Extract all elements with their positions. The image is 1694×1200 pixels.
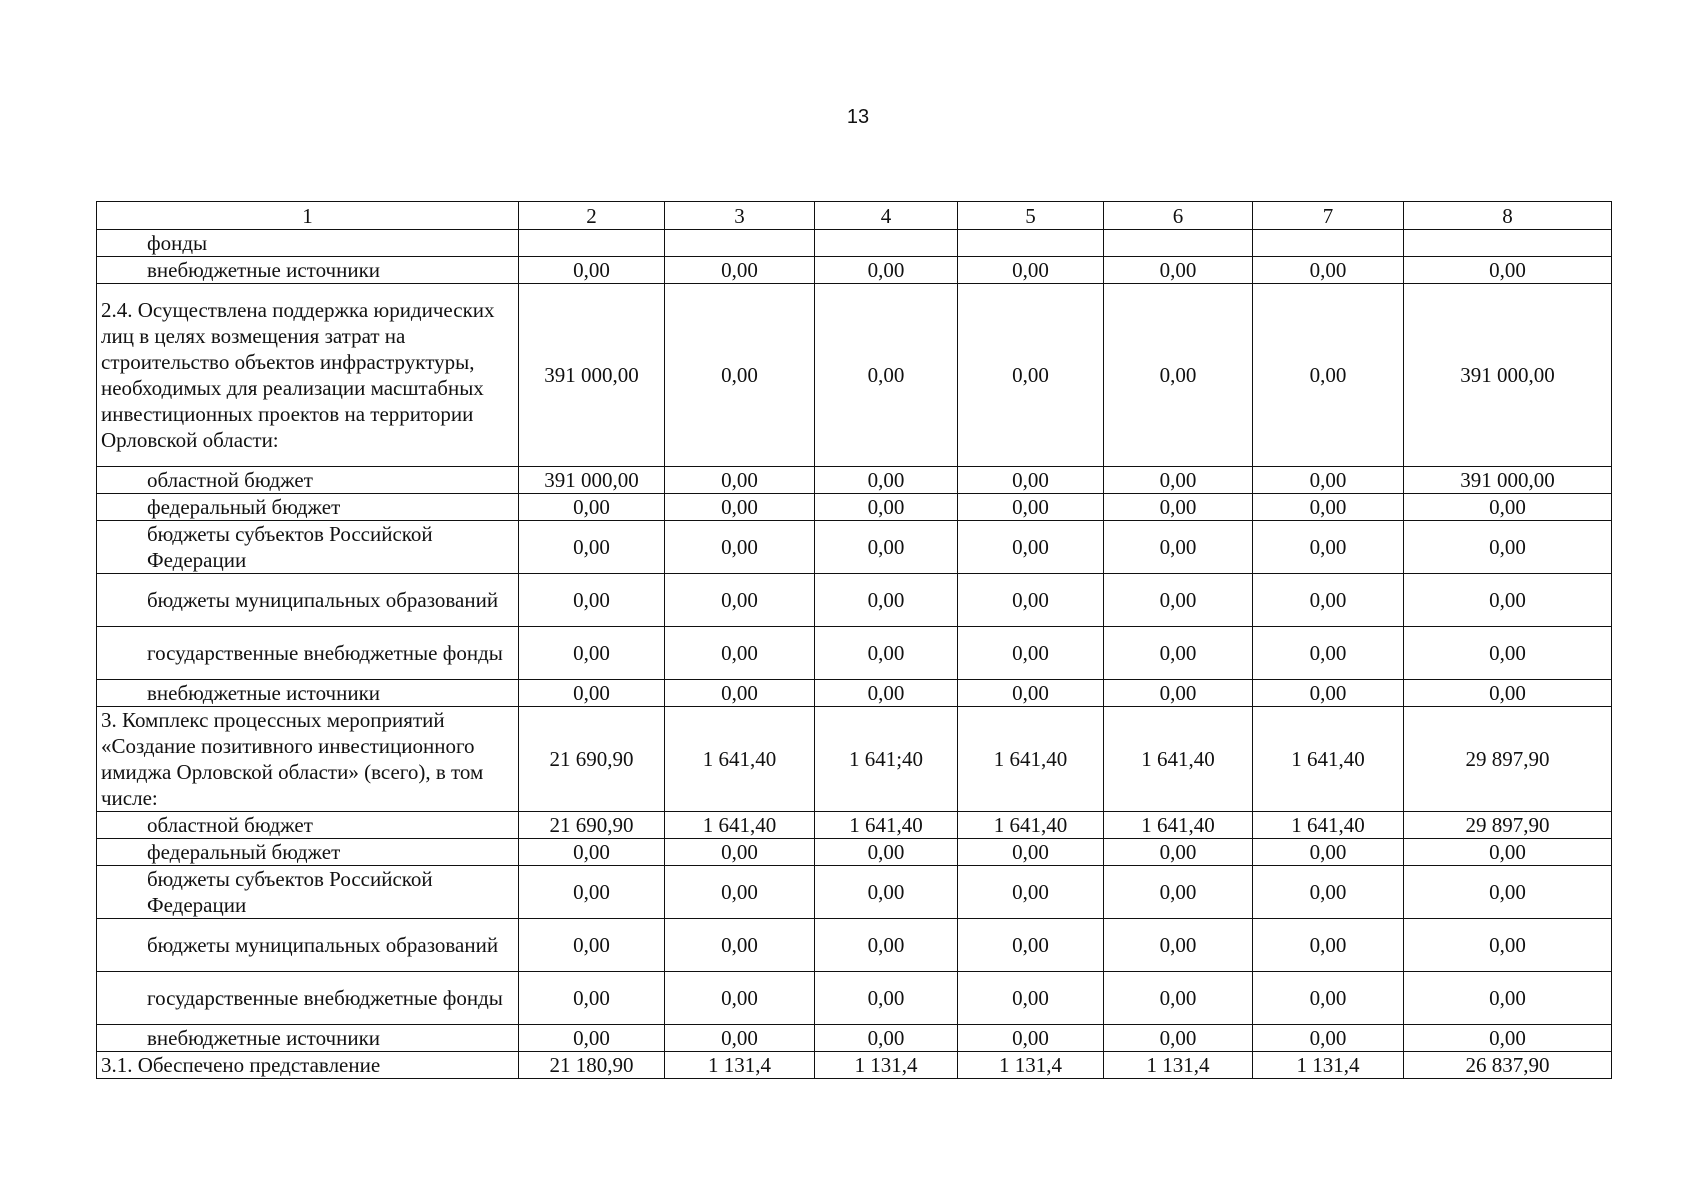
value-cell: 0,00: [1104, 257, 1253, 284]
value-cell: 0,00: [519, 574, 665, 627]
value-cell: 0,00: [1104, 627, 1253, 680]
value-cell: [958, 230, 1104, 257]
value-cell: 0,00: [815, 521, 958, 574]
value-cell: 0,00: [519, 494, 665, 521]
value-cell: 0,00: [1404, 521, 1612, 574]
value-cell: [815, 230, 958, 257]
value-cell: 0,00: [1253, 839, 1404, 866]
value-cell: 0,00: [958, 839, 1104, 866]
value-cell: 1 131,4: [1104, 1052, 1253, 1079]
value-cell: 0,00: [815, 919, 958, 972]
value-cell: 0,00: [815, 972, 958, 1025]
row-label: бюджеты субъектов Российской Федерации: [97, 521, 519, 574]
value-cell: 0,00: [1104, 972, 1253, 1025]
row-label: федеральный бюджет: [97, 839, 519, 866]
value-cell: 0,00: [958, 574, 1104, 627]
page-number: 13: [846, 106, 870, 128]
header-row: [97, 202, 1612, 230]
row-label: государственные внебюджетные фонды: [97, 972, 519, 1025]
table-row: [97, 494, 1612, 521]
value-cell: 0,00: [1404, 839, 1612, 866]
value-cell: 0,00: [1404, 494, 1612, 521]
table-row: [97, 680, 1612, 707]
table-row: [97, 839, 1612, 866]
table-row: [97, 284, 1612, 467]
value-cell: [665, 230, 815, 257]
table-row: [97, 521, 1612, 574]
value-cell: [1404, 230, 1612, 257]
row-label: областной бюджет: [97, 467, 519, 494]
value-cell: [519, 230, 665, 257]
column-header: 7: [1253, 202, 1404, 230]
table-row: [97, 1052, 1612, 1079]
budget-table: [96, 201, 1612, 1079]
value-cell: 0,00: [1253, 919, 1404, 972]
value-cell: 0,00: [1253, 627, 1404, 680]
value-cell: [1253, 230, 1404, 257]
value-cell: 0,00: [1253, 494, 1404, 521]
value-cell: 0,00: [1104, 574, 1253, 627]
value-cell: 1 641,40: [1104, 707, 1253, 812]
value-cell: 0,00: [519, 257, 665, 284]
table-row: [97, 467, 1612, 494]
value-cell: 0,00: [815, 494, 958, 521]
row-label: бюджеты муниципальных образований: [97, 919, 519, 972]
value-cell: 0,00: [519, 839, 665, 866]
value-cell: 0,00: [1253, 972, 1404, 1025]
value-cell: 0,00: [815, 284, 958, 467]
value-cell: 0,00: [1104, 839, 1253, 866]
value-cell: 0,00: [1253, 521, 1404, 574]
value-cell: 391 000,00: [519, 284, 665, 467]
value-cell: 1 641,40: [1104, 812, 1253, 839]
value-cell: 0,00: [815, 680, 958, 707]
value-cell: 0,00: [1104, 284, 1253, 467]
value-cell: 1 641;40: [815, 707, 958, 812]
value-cell: 0,00: [815, 1025, 958, 1052]
value-cell: 1 131,4: [1253, 1052, 1404, 1079]
value-cell: 0,00: [519, 627, 665, 680]
value-cell: 0,00: [815, 574, 958, 627]
column-header: 4: [815, 202, 958, 230]
value-cell: 0,00: [958, 866, 1104, 919]
value-cell: 0,00: [1104, 919, 1253, 972]
row-label: внебюджетные источники: [97, 1025, 519, 1052]
value-cell: 26 837,90: [1404, 1052, 1612, 1079]
value-cell: 0,00: [815, 839, 958, 866]
value-cell: 1 131,4: [665, 1052, 815, 1079]
column-header: 5: [958, 202, 1104, 230]
value-cell: 0,00: [519, 521, 665, 574]
table-row: [97, 919, 1612, 972]
value-cell: [1104, 230, 1253, 257]
value-cell: 0,00: [1253, 574, 1404, 627]
value-cell: 29 897,90: [1404, 707, 1612, 812]
value-cell: 0,00: [1253, 284, 1404, 467]
value-cell: 0,00: [665, 919, 815, 972]
value-cell: 0,00: [958, 521, 1104, 574]
table-row: [97, 627, 1612, 680]
value-cell: 0,00: [958, 972, 1104, 1025]
row-label: 2.4. Осуществлена поддержка юридических лиц в целях возмещения затрат на строительство объектов инфраструктуры, необходимых для реализации масштабных инвестиционных проектов на территории Орловской области:: [97, 284, 519, 467]
value-cell: 0,00: [1404, 972, 1612, 1025]
table-row: [97, 866, 1612, 919]
value-cell: 1 641,40: [665, 707, 815, 812]
row-label: бюджеты муниципальных образований: [97, 574, 519, 627]
value-cell: 0,00: [1404, 257, 1612, 284]
table-row: [97, 230, 1612, 257]
value-cell: 0,00: [1253, 257, 1404, 284]
column-header: 8: [1404, 202, 1612, 230]
value-cell: 0,00: [1253, 467, 1404, 494]
value-cell: 0,00: [1104, 494, 1253, 521]
value-cell: 0,00: [665, 627, 815, 680]
value-cell: 0,00: [665, 972, 815, 1025]
value-cell: 21 180,90: [519, 1052, 665, 1079]
value-cell: 0,00: [519, 919, 665, 972]
value-cell: 0,00: [958, 494, 1104, 521]
value-cell: 0,00: [519, 866, 665, 919]
table-row: [97, 574, 1612, 627]
value-cell: 0,00: [665, 680, 815, 707]
table-row: [97, 1025, 1612, 1052]
value-cell: 0,00: [1404, 574, 1612, 627]
value-cell: 0,00: [958, 284, 1104, 467]
value-cell: 1 131,4: [815, 1052, 958, 1079]
value-cell: 0,00: [1104, 1025, 1253, 1052]
value-cell: 0,00: [665, 284, 815, 467]
value-cell: 0,00: [1404, 866, 1612, 919]
value-cell: 0,00: [815, 866, 958, 919]
value-cell: 0,00: [1104, 680, 1253, 707]
row-label: областной бюджет: [97, 812, 519, 839]
value-cell: 0,00: [1104, 467, 1253, 494]
column-header: 1: [97, 202, 519, 230]
value-cell: 391 000,00: [1404, 467, 1612, 494]
value-cell: 1 641,40: [958, 812, 1104, 839]
table-row: [97, 257, 1612, 284]
column-header: 3: [665, 202, 815, 230]
value-cell: 0,00: [815, 627, 958, 680]
value-cell: 0,00: [958, 627, 1104, 680]
value-cell: 0,00: [1404, 680, 1612, 707]
value-cell: 0,00: [1253, 866, 1404, 919]
value-cell: 0,00: [665, 574, 815, 627]
row-label: федеральный бюджет: [97, 494, 519, 521]
value-cell: 1 641,40: [815, 812, 958, 839]
value-cell: 1 641,40: [1253, 707, 1404, 812]
row-label: бюджеты субъектов Российской Федерации: [97, 866, 519, 919]
value-cell: 0,00: [958, 257, 1104, 284]
value-cell: 0,00: [519, 680, 665, 707]
value-cell: 0,00: [665, 839, 815, 866]
value-cell: 0,00: [1404, 1025, 1612, 1052]
value-cell: 0,00: [815, 257, 958, 284]
value-cell: 0,00: [665, 257, 815, 284]
value-cell: 1 641,40: [1253, 812, 1404, 839]
value-cell: 21 690,90: [519, 707, 665, 812]
value-cell: 21 690,90: [519, 812, 665, 839]
value-cell: 0,00: [815, 467, 958, 494]
row-label: 3.1. Обеспечено представление: [97, 1052, 519, 1079]
value-cell: 0,00: [519, 1025, 665, 1052]
table-row: [97, 707, 1612, 812]
row-label: фонды: [97, 230, 519, 257]
value-cell: 0,00: [665, 866, 815, 919]
value-cell: 29 897,90: [1404, 812, 1612, 839]
row-label: внебюджетные источники: [97, 680, 519, 707]
value-cell: 0,00: [1404, 627, 1612, 680]
value-cell: 1 641,40: [958, 707, 1104, 812]
value-cell: 391 000,00: [519, 467, 665, 494]
value-cell: 0,00: [1253, 1025, 1404, 1052]
table-body: [97, 230, 1612, 1079]
value-cell: 0,00: [958, 467, 1104, 494]
column-header: 6: [1104, 202, 1253, 230]
table-row: [97, 972, 1612, 1025]
value-cell: 0,00: [1253, 680, 1404, 707]
table-row: [97, 812, 1612, 839]
column-header: 2: [519, 202, 665, 230]
row-label: государственные внебюджетные фонды: [97, 627, 519, 680]
value-cell: 1 131,4: [958, 1052, 1104, 1079]
value-cell: 0,00: [1104, 866, 1253, 919]
value-cell: 391 000,00: [1404, 284, 1612, 467]
value-cell: 0,00: [1404, 919, 1612, 972]
row-label: внебюджетные источники: [97, 257, 519, 284]
value-cell: 0,00: [1104, 521, 1253, 574]
value-cell: 0,00: [665, 521, 815, 574]
value-cell: 0,00: [519, 972, 665, 1025]
value-cell: 0,00: [665, 494, 815, 521]
value-cell: 0,00: [665, 1025, 815, 1052]
value-cell: 1 641,40: [665, 812, 815, 839]
value-cell: 0,00: [958, 919, 1104, 972]
value-cell: 0,00: [665, 467, 815, 494]
value-cell: 0,00: [958, 1025, 1104, 1052]
row-label: 3. Комплекс процессных мероприятий «Создание позитивного инвестиционного имиджа Орловской области» (всего), в том числе:: [97, 707, 519, 812]
value-cell: 0,00: [958, 680, 1104, 707]
